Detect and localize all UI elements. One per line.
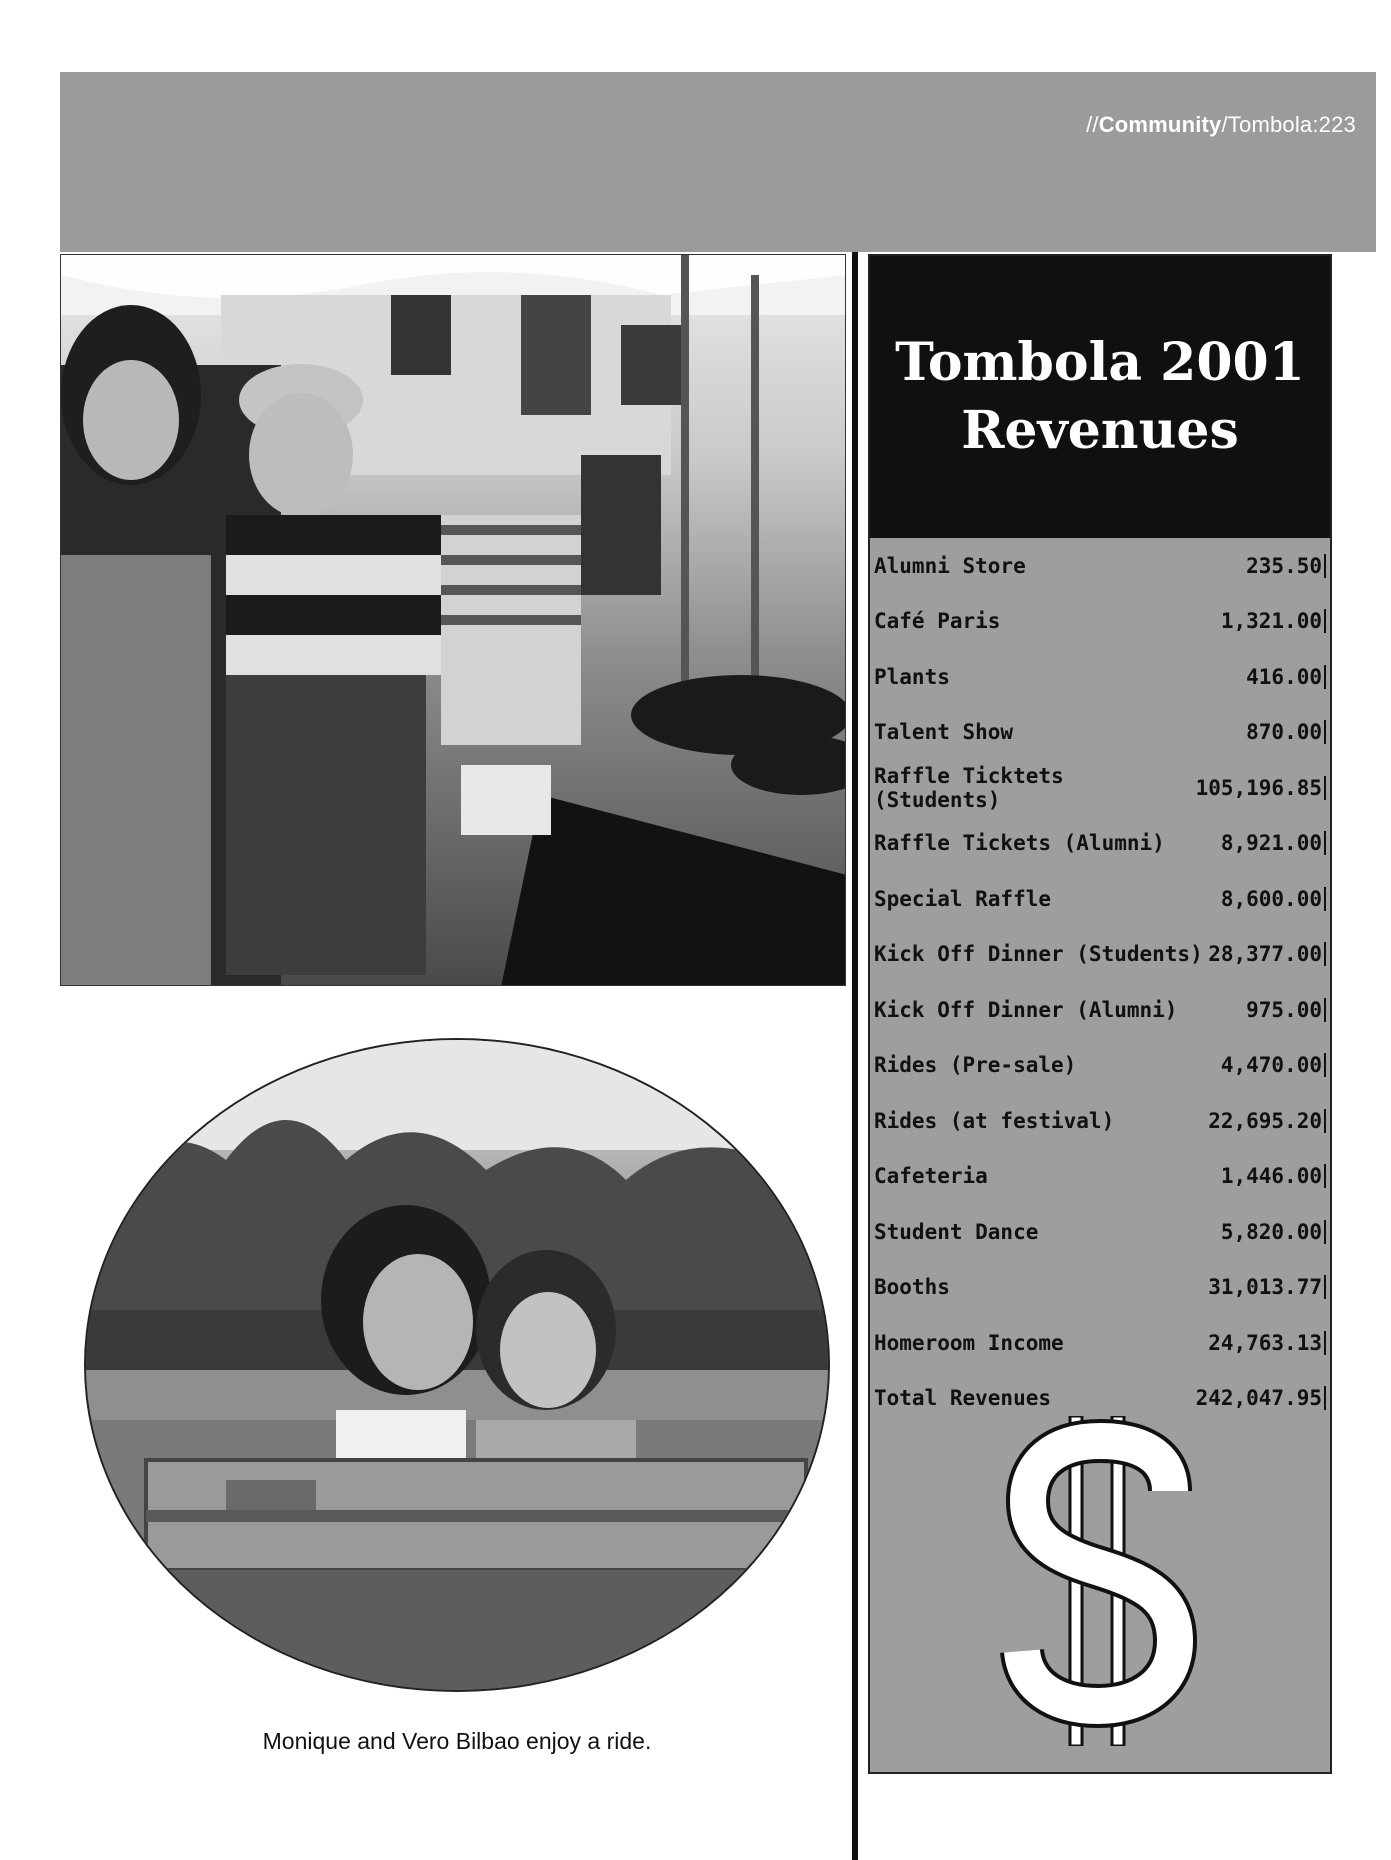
revenue-row — [870, 982, 1330, 1038]
ride-photo-illustration — [86, 1040, 830, 1692]
revenue-row — [870, 649, 1330, 705]
revenue-label: Rides (at festival) — [874, 1108, 1115, 1133]
revenue-amount: 8,921.00 — [1221, 831, 1326, 855]
revenue-row — [870, 1093, 1330, 1149]
festival-photo-illustration — [61, 255, 846, 986]
revenue-row — [870, 1149, 1330, 1205]
revenue-amount: 870.00 — [1246, 720, 1326, 744]
running-head-page: /Tombola:223 — [1221, 112, 1356, 137]
revenue-total-amount: 242,047.95 — [1196, 1386, 1326, 1410]
revenue-label: Raffle Tickets (Alumni) — [874, 831, 1165, 856]
revenue-amount: 24,763.13 — [1208, 1331, 1326, 1355]
column-divider — [852, 252, 858, 1860]
revenue-row — [870, 1204, 1330, 1260]
revenue-label: Special Raffle — [874, 886, 1052, 911]
revenue-label: Plants — [874, 664, 950, 689]
revenue-label: Kick Off Dinner (Alumni) — [874, 997, 1178, 1022]
revenue-row — [870, 1315, 1330, 1371]
revenue-row — [870, 705, 1330, 761]
revenue-label: Café Paris — [874, 609, 1001, 634]
revenue-label: Alumni Store — [874, 553, 1026, 578]
running-head — [1086, 112, 1356, 138]
revenue-row — [870, 1038, 1330, 1094]
revenue-amount: 22,695.20 — [1208, 1109, 1326, 1133]
revenue-label: Cafeteria — [874, 1164, 988, 1189]
revenue-amount: 4,470.00 — [1221, 1053, 1326, 1077]
ride-photo — [84, 1038, 830, 1692]
revenue-amount: 8,600.00 — [1221, 887, 1326, 911]
header-band — [60, 72, 1376, 252]
revenue-row — [870, 538, 1330, 594]
revenue-label: Talent Show — [874, 720, 1014, 745]
revenue-amount: 1,321.00 — [1221, 609, 1326, 633]
revenue-amount: 975.00 — [1246, 998, 1326, 1022]
revenue-amount: 31,013.77 — [1208, 1275, 1326, 1299]
revenue-row — [870, 927, 1330, 983]
revenue-label: Raffle Ticktets (Students) — [874, 763, 1064, 812]
revenues-title-line2: Revenues — [961, 400, 1239, 461]
revenues-title-line1: Tombola 2001 — [895, 332, 1305, 393]
photo-caption: Monique and Vero Bilbao enjoy a ride. — [262, 1728, 652, 1754]
running-head-section: Community — [1098, 112, 1222, 137]
revenue-total-label: Total Revenues — [874, 1386, 1052, 1411]
revenue-label: Student Dance — [874, 1219, 1039, 1244]
revenue-row — [870, 760, 1330, 816]
revenue-label: Booths — [874, 1275, 950, 1300]
revenue-row — [870, 816, 1330, 872]
revenue-amount: 105,196.85 — [1196, 776, 1326, 800]
revenue-amount: 235.50 — [1246, 554, 1326, 578]
revenue-label: Kick Off Dinner (Students) — [874, 942, 1203, 967]
revenues-panel — [868, 254, 1332, 1774]
revenue-amount: 5,820.00 — [1221, 1220, 1326, 1244]
revenue-row — [870, 1260, 1330, 1316]
revenue-row — [870, 871, 1330, 927]
dollar-sign-icon — [1000, 1416, 1200, 1746]
revenue-label: Rides (Pre-sale) — [874, 1053, 1077, 1078]
revenues-title-box — [870, 256, 1330, 538]
festival-photo — [60, 254, 846, 986]
running-head-prefix: // — [1086, 112, 1099, 137]
revenues-list — [870, 538, 1330, 1426]
revenue-amount: 416.00 — [1246, 665, 1326, 689]
revenue-row — [870, 594, 1330, 650]
revenue-amount: 1,446.00 — [1221, 1164, 1326, 1188]
revenue-amount: 28,377.00 — [1208, 942, 1326, 966]
revenue-label: Homeroom Income — [874, 1330, 1064, 1355]
